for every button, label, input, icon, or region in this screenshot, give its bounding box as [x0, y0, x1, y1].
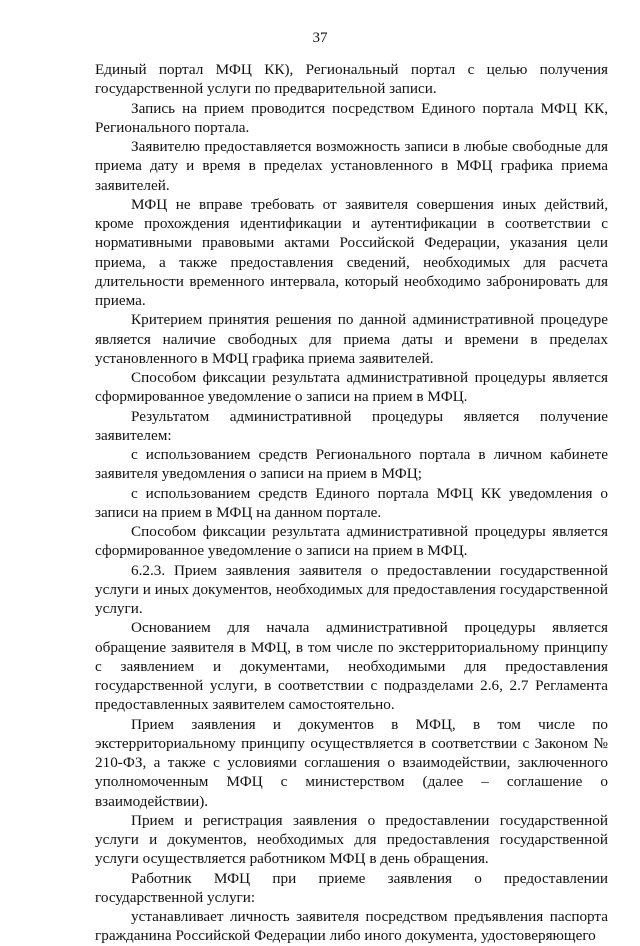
paragraph-result-fixation-2: Способом фиксации результата административной процедуры является сформированное уведомление о записи на прием в МФЦ.: [95, 523, 608, 560]
paragraph-unified-portal: с использованием средств Единого портала МФЦ КК уведомления о записи на прием в МФЦ на данном портале.: [95, 484, 608, 521]
paragraph-free-slot: Заявителю предоставляется возможность записи в любые свободные для приема дату и время в пределах установленного в МФЦ графика приема заявителей.: [95, 138, 608, 194]
document-body: [95, 60, 608, 946]
paragraph-regional-portal: с использованием средств Регионального портала в личном кабинете заявителя уведомления о записи на прием в МФЦ;: [95, 446, 608, 483]
paragraph-registration: Прием и регистрация заявления о предоставлении государственной услуги и документов, необходимых для предоставления государственной услуги осуществляется работником МФЦ в день обращения.: [95, 811, 608, 868]
paragraph-reception-law: Прием заявления и документов в МФЦ, в том числе по экстерриториальному принципу осуществляется в соответствии с Законом № 210-ФЗ, а также с условиями соглашения о взаимодействии, заключенного уполномоченным МФЦ с министерством (далее – соглашение о взаимодействии).: [95, 715, 608, 810]
paragraph-result-fixation: Способом фиксации результата административной процедуры является сформированное уведомление о записи на прием в МФЦ.: [95, 369, 608, 406]
paragraph-decision-criterion: Критерием принятия решения по данной административной процедуре является наличие свободных для приема даты и времени в пределах установленного в МФЦ графика приема заявителей.: [95, 311, 608, 367]
paragraph-procedure-basis: Основанием для начала административной процедуры является обращение заявителя в МФЦ, в том числе по экстерриториальному принципу с заявлением и документами, необходимыми для предоставления государственной услуги, в соответствии с подразделами 2.6, 2.7 Регламента предоставленных заявителем самостоятельно.: [95, 619, 608, 714]
paragraph-result: Результатом административной процедуры является получение заявителем:: [95, 407, 608, 444]
section-heading-6-2-3: 6.2.3. Прием заявления заявителя о предоставлении государственной услуги и иных документов, необходимых для предоставления государственной услуги.: [95, 561, 608, 617]
paragraph-appointment-method: Запись на прием проводится посредством Единого портала МФЦ КК, Регионального портала.: [95, 99, 608, 136]
paragraph-mfc-restrictions: МФЦ не вправе требовать от заявителя совершения иных действий, кроме прохождения идентификации и аутентификации в соответствии с нормативными правовыми актами Российской Федерации, указания цели приема, а также предоставления сведений, необходимых для расчета длительности временного интервала, который необходимо забронировать для приема.: [95, 195, 608, 309]
paragraph-continuation: Единый портал МФЦ КК), Региональный портал с целью получения государственной услуги по предварительной записи.: [95, 61, 608, 98]
page-number: 37: [312, 30, 328, 46]
paragraph-identity-check: устанавливает личность заявителя посредством предъявления паспорта гражданина Российской Федерации либо иного документа, удостоверяющего: [95, 908, 608, 945]
paragraph-worker-duties: Работник МФЦ при приеме заявления о предоставлении государственной услуги:: [95, 869, 608, 906]
